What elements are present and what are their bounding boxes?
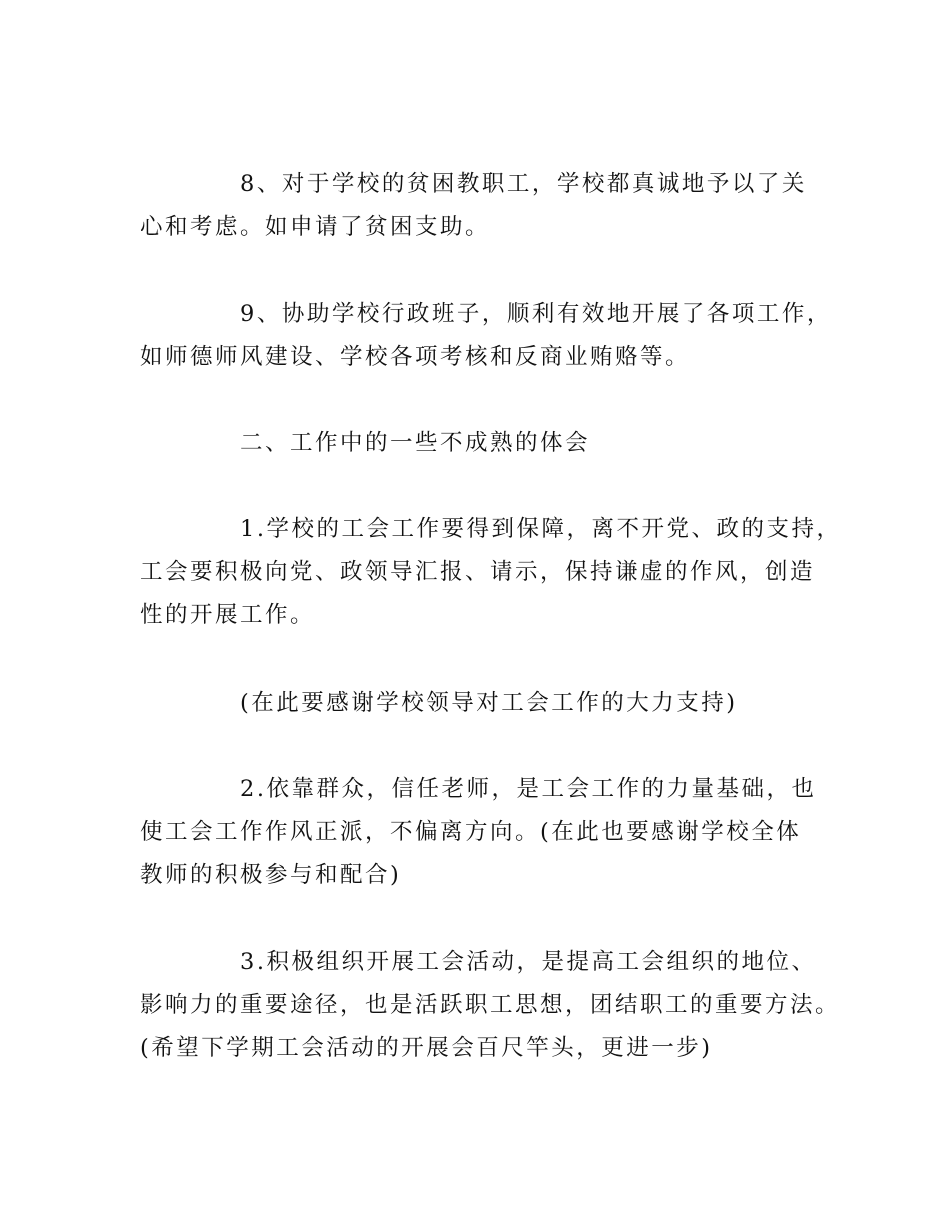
paragraph-line: 9、协助学校行政班子，顺利有效地开展了各项工作， [240, 301, 832, 327]
paragraph-line: 3.积极组织开展工会活动，是提高工会组织的地位、 [240, 949, 817, 975]
paragraph-line: (在此要感谢学校领导对工会工作的大力支持) [240, 690, 738, 716]
paragraph-line: 心和考虑。如申请了贫困支助。 [140, 214, 491, 240]
paragraph-line: 影响力的重要途径，也是活跃职工思想，团结职工的重要方法。 [140, 992, 841, 1018]
section-heading-line: 二、工作中的一些不成熟的体会 [240, 430, 591, 456]
paragraph-experience-1 [140, 508, 842, 637]
paragraph-line: 2.依靠群众，信任老师，是工会工作的力量基础，也 [240, 776, 817, 802]
paragraph-experience-3 [140, 941, 841, 1070]
paragraph-item-8 [140, 163, 820, 249]
paragraph-thanks-leaders [140, 682, 820, 725]
paragraph-item-9 [140, 293, 832, 379]
paragraph-experience-2 [140, 768, 820, 897]
paragraph-line: 8、对于学校的贫困教职工，学校都真诚地予以了关 [240, 171, 807, 197]
paragraph-line: 如师德师风建设、学校各项考核和反商业贿赂等。 [140, 344, 691, 370]
paragraph-line: 教师的积极参与和配合) [140, 862, 402, 888]
paragraph-line: 1.学校的工会工作要得到保障，离不开党、政的支持， [240, 516, 842, 542]
paragraph-line: 工会要积极向党、政领导汇报、请示，保持谦虚的作风，创造 [140, 559, 816, 585]
paragraph-line: 性的开展工作。 [140, 602, 316, 628]
paragraph-line: (希望下学期工会活动的开展会百尺竿头，更进一步) [140, 1035, 713, 1061]
paragraph-line: 使工会工作作风正派，不偏离方向。(在此也要感谢学校全体 [140, 819, 802, 845]
section-heading-experience [140, 422, 820, 465]
